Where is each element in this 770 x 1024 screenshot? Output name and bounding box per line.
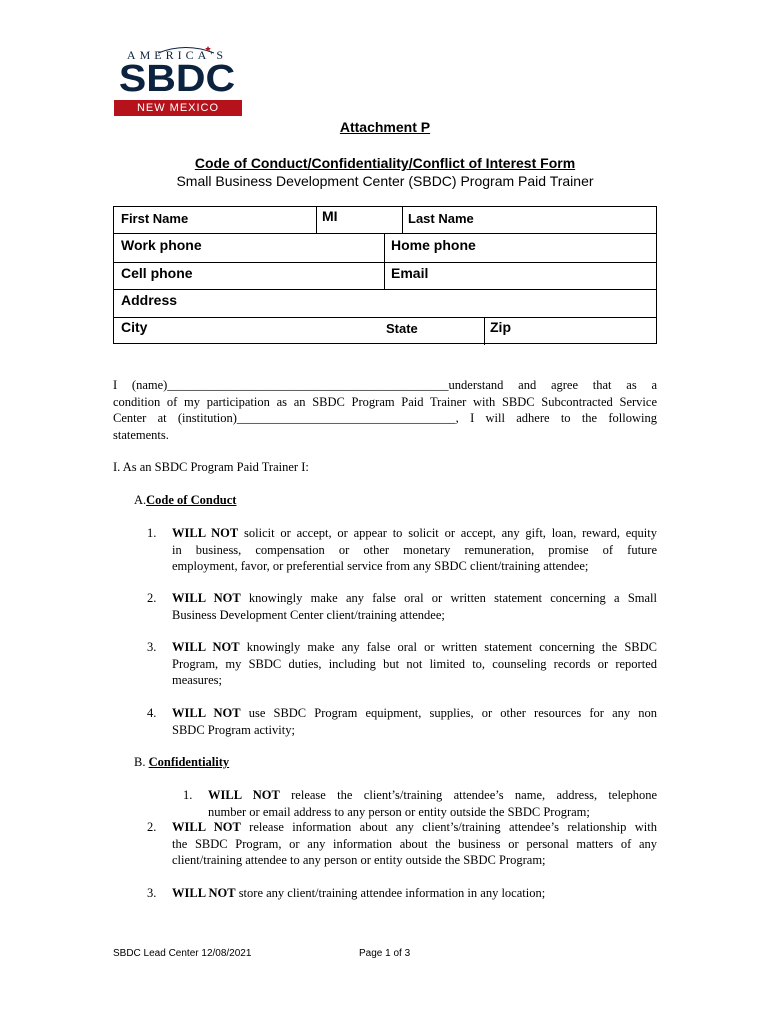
mi-field[interactable]: MI [322, 208, 338, 224]
will-not-label: WILL NOT [172, 591, 241, 605]
home-phone-field[interactable]: Home phone [391, 237, 476, 253]
row-divider [114, 233, 656, 234]
will-not-label: WILL NOT [172, 526, 239, 540]
will-not-label: WILL NOT [172, 886, 236, 900]
section-b-title: Confidentiality [148, 755, 230, 769]
item-number: 2. [147, 591, 157, 605]
section-b-heading [134, 754, 229, 771]
state-field[interactable]: State [386, 321, 418, 336]
item-line: number or email address to any person or entity outside the SBDC Program; [208, 804, 590, 819]
address-field[interactable]: Address [121, 292, 178, 308]
item-line: SBDC Program activity; [172, 722, 295, 737]
col-divider [384, 233, 385, 289]
form-subtitle: Small Business Development Center (SBDC) Program Paid Trainer [176, 173, 594, 189]
intro-line: condition of my participation as an SBDC Program Paid Trainer with SBDC Subcontracted Service [113, 394, 657, 409]
item-line: knowingly make any false oral or written statement concerning the SBDC [239, 640, 658, 654]
will-not-label: WILL NOT [172, 640, 240, 654]
logo-bar-text: NEW MEXICO [136, 102, 220, 114]
item-text [172, 819, 657, 869]
item-line: the SBDC Program, or any information about the business or personal matters of any [172, 836, 657, 851]
will-not-label: WILL NOT [208, 788, 280, 802]
item-line: solicit or accept, or appear to solicit or accept, any gift, loan, reward, equity [238, 526, 658, 540]
footer-left-text: SBDC Lead Center 12/08/2021 [113, 948, 252, 959]
row-divider [114, 317, 656, 318]
item-line: knowingly make any false oral or written statement concerning a Small [240, 591, 657, 605]
intro-line: statements. [113, 427, 169, 442]
col-divider [484, 317, 485, 345]
logo-main-text: SBDC [118, 58, 236, 100]
item-line: use SBDC Program equipment, supplies, or other resources for any non [240, 706, 658, 720]
section-a-title: Code of Conduct [146, 493, 237, 507]
first-name-field[interactable]: First Name [121, 211, 189, 226]
item-number: 1. [183, 788, 193, 802]
will-not-label: WILL NOT [172, 706, 241, 720]
item-line: client/training attendee to any person or entity outside the SBDC Program; [172, 853, 546, 867]
item-number: 4. [147, 706, 157, 720]
item-line: measures; [172, 673, 222, 687]
attachment-label: Attachment P [339, 119, 431, 135]
item-line: Business Development Center client/training attendee; [172, 607, 445, 622]
item-text [172, 525, 657, 575]
intro-line: I (name)_____________________________________________understand and agree that as a [113, 378, 657, 392]
form-title: Code of Conduct/Confidentiality/Conflict of Interest Form [194, 155, 576, 171]
row-divider [114, 289, 656, 290]
item-text [208, 787, 657, 820]
item-line: release the client’s/training attendee’s name, address, telephone [279, 788, 658, 802]
will-not-label: WILL NOT [172, 820, 241, 834]
item-line: release information about any client’s/training attendee’s relationship with [240, 820, 657, 834]
section-a-prefix: A. [134, 493, 147, 507]
logo-top-text: AMERICA'S [126, 48, 228, 62]
item-text [172, 639, 657, 689]
row-divider [114, 262, 656, 263]
last-name-field[interactable]: Last Name [408, 211, 474, 226]
col-divider [402, 207, 403, 233]
trainer-info-table [113, 206, 657, 344]
email-field[interactable]: Email [391, 265, 429, 281]
item-text [172, 705, 657, 738]
item-number: 3. [147, 886, 157, 900]
item-number: 2. [147, 820, 157, 834]
item-number: 1. [147, 526, 157, 540]
item-line: employment, favor, or preferential service from any SBDC client/training attendee; [172, 559, 589, 573]
item-line: in business, compensation or other monetary remuneration, promise of future [172, 542, 657, 557]
item-line: Program, my SBDC duties, including but not limited to, counseling records or reported [172, 656, 657, 671]
col-divider [316, 207, 317, 233]
cell-phone-field[interactable]: Cell phone [121, 265, 193, 281]
item-line: store any client/training attendee information in any location; [235, 886, 546, 900]
item-text [172, 885, 657, 902]
zip-field[interactable]: Zip [490, 319, 511, 335]
sbdc-logo [112, 44, 242, 118]
work-phone-field[interactable]: Work phone [121, 237, 202, 253]
intro-line: Center at (institution)___________________________________, I will adhere to the following [113, 411, 657, 425]
logo-bar [114, 100, 242, 116]
item-text [172, 590, 657, 623]
item-number: 3. [147, 640, 157, 654]
section-b-prefix: B. [134, 755, 146, 769]
page-number: Page 1 of 3 [359, 948, 411, 959]
section-i-heading: I. As an SBDC Program Paid Trainer I: [113, 460, 309, 474]
intro-paragraph [113, 377, 657, 443]
city-field[interactable]: City [121, 319, 148, 335]
section-a-heading [134, 492, 236, 509]
